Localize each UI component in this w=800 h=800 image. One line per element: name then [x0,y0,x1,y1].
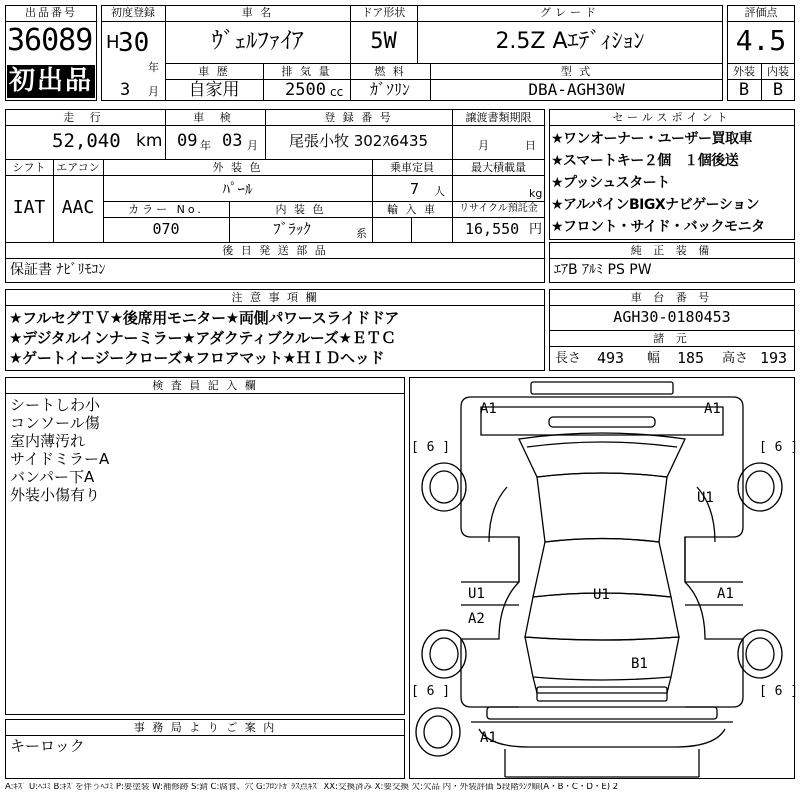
capacity: 7 [410,180,420,198]
color-no: 070 [152,220,180,238]
inspector-label: 検 査 員 記 入 欄 [152,379,258,392]
ext-color-label: 外 装 色 [212,161,263,174]
damage-mark: U1 [593,587,610,603]
int-color-unit: 系 [356,227,367,240]
ext-color: ﾊﾟｰﾙ [222,180,253,198]
car-name-label: 車 名 [241,6,274,19]
recycle-unit: 円 [529,222,543,237]
door-type: 5W [370,29,397,54]
lot-number: 36089 [7,23,93,58]
sales-point-item: ★フロント・サイド・バックモニタ [551,219,765,235]
history-label: 車 歴 [198,65,230,78]
transfer-day-unit: 日 [525,139,536,152]
damage-mark: U1 [468,586,485,602]
import-label: 輸 入 車 [387,203,437,216]
length-label: 長さ [555,351,582,366]
legend-text: A:ｷｽﾞ U:ﾍｺﾐ B:ｷｽﾞを伴うﾍｺﾐ P:要塗装 W:補修跡 S:錆 C:腐食、穴 G:ﾌﾛﾝﾄｶﾞﾗｽ点ｷｽﾞ XX:交換済み X:要交換 欠:欠品 内・外装評価 5段階ﾗﾝｸ順(A・B・C・D・E) 2 [5,783,619,792]
transfer-month-unit: 月 [478,139,489,152]
inspection-year: 09 [177,131,198,151]
damage-mark: A1 [480,730,497,746]
car-name: ｳﾞｪﾙﾌｧｲｱ [211,28,304,54]
fuel-label: 燃 料 [374,65,406,78]
first-listing-text: 初出品 [8,66,93,96]
sales-point-item: ★スマートキー２個 １個後送 [551,153,739,169]
notes-label: 注 意 事 項 欄 [231,291,319,304]
displacement-unit: cc [330,85,344,99]
damage-mark: A2 [468,611,485,627]
sales-points-label: セールスポイント [612,111,732,124]
int-color: ﾌﾞﾗｯｸ [273,220,311,238]
model-code: DBA-AGH30W [528,80,625,99]
tire-mark: [ 6 ] [411,440,451,455]
height-value: 193 [760,349,788,367]
first-reg-year: 30 [118,28,150,58]
notes-list [9,308,543,368]
era-code: H [106,32,120,53]
grade: 2.5Z Aｴﾃﾞｨｼｮﾝ [495,29,645,54]
inspector-line: シートしわ小 [10,396,101,414]
mileage: 52,040 [52,130,121,152]
fuel: ｶﾞｿﾘﾝ [369,80,410,99]
mileage-unit: km [136,131,163,151]
max-load-label: 最大積載量 [471,161,526,174]
score-label: 評価点 [744,6,778,19]
chassis-number: AGH30-0180453 [613,308,731,326]
office-value: キーロック [10,737,85,755]
history: 自家用 [188,80,240,100]
inspector-line: 外装小傷有り [10,486,101,504]
width-label: 幅 [647,351,661,366]
mileage-label: 走 行 [63,111,107,124]
chassis-label: 車 台 番 号 [630,291,714,304]
damage-mark: A1 [704,401,721,417]
inspection-month-unit: 月 [247,139,258,152]
inspector-line: 室内薄汚れ [10,432,86,450]
inspection-month: 03 [222,131,243,151]
lot-number-label: 出品番号 [25,6,77,19]
damage-mark: U1 [697,490,714,506]
sales-points-list [551,128,795,238]
tire-mark: [ 6 ] [411,684,451,699]
inspector-line: サイドミラーA [10,450,110,468]
displacement: 2500 [285,80,326,100]
recycle-fee: 16,550 [465,220,520,238]
inspector-list [10,396,400,504]
sales-point-item: ★プッシュスタート [551,175,670,191]
car-diagram [409,377,795,779]
later-items: 保証書 ﾅﾋﾞﾘﾓｺﾝ [10,262,106,278]
year-unit: 年 [148,61,159,74]
displacement-label: 排 気 量 [281,65,332,78]
inspection-label: 車 検 [193,111,237,124]
exterior-grade: B [738,80,750,100]
int-color-label: 内 装 色 [275,203,326,216]
note-line: ★ゲートイージークローズ★フロアマット★ＨＩＤヘッド [9,349,385,367]
first-reg-label: 初度登録 [111,6,155,19]
ac: AAC [61,197,95,218]
inspector-line: バンパー下A [10,468,95,486]
shift: IAT [12,197,46,218]
recycle-label: リサイクル預託金 [459,203,538,214]
height-label: 高さ [722,351,749,366]
note-line: ★デジタルインナーミラー★アダクティブクルーズ★ＥＴＣ [9,329,396,347]
sales-point-item: ★アルパインBIGXナビゲーション [551,197,760,213]
inspector-line: コンソール傷 [10,414,100,432]
door-label: ドア形状 [361,6,406,19]
equipment-label: 純 正 装 備 [630,244,714,257]
length-value: 493 [597,349,625,367]
damage-mark: A1 [480,401,497,417]
equipment-value: ｴｱB ｱﾙﾐ PS PW [554,262,652,278]
damage-mark: A1 [717,586,734,602]
score: 4.5 [735,24,787,57]
damage-mark: B1 [631,656,648,672]
later-items-label: 後 日 発 送 部 品 [222,244,328,257]
dims-label: 諸 元 [653,332,691,345]
capacity-label: 乗車定員 [390,161,434,174]
transfer-label: 譲渡書類期限 [465,111,532,124]
interior-grade: B [772,80,784,100]
max-load-unit: kg [529,187,543,200]
grade-label: グレード [540,6,600,19]
capacity-unit: 人 [434,185,445,198]
first-reg-month: 3 [120,80,131,100]
ac-label: エアコン [56,161,100,174]
shift-label: シフト [12,161,46,174]
width-value: 185 [677,349,705,367]
color-no-label: カラー No. [128,203,204,216]
plate-label: 登 録 番 号 [324,111,393,124]
office-label: 事 務 局 よ り ご 案 内 [133,721,277,734]
inspection-year-unit: 年 [200,139,211,152]
month-unit: 月 [148,85,159,98]
exterior-grade-label: 外装 [733,65,755,78]
sales-point-item: ★ワンオーナー・ユーザー買取車 [551,131,753,147]
tire-mark: [ 6 ] [759,684,799,699]
tire-mark: [ 6 ] [759,440,799,455]
plate-number: 尾張小牧 302ｽ6435 [288,132,429,150]
note-line: ★フルセグＴＶ★後席用モニター★両側パワースライドドア [9,309,399,327]
interior-grade-label: 内装 [767,65,789,78]
model-label: 型 式 [560,65,593,78]
